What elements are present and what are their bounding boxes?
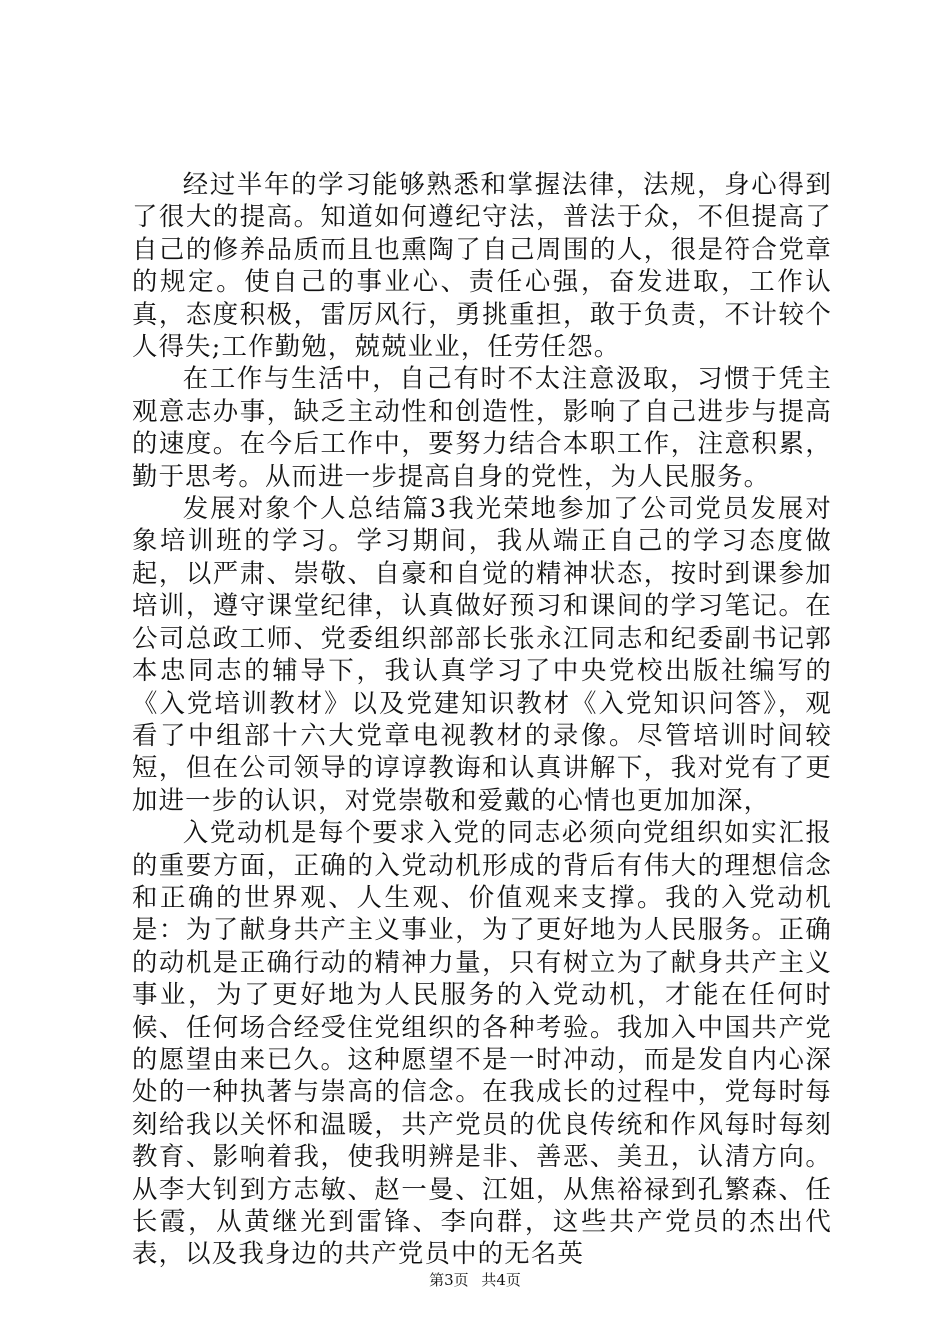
paragraph-3: 发展对象个人总结篇3我光荣地参加了公司党员发展对象培训班的学习。学习期间，我从端正自己的学习态度做起，以严肃、崇敬、自豪和自觉的精神状态，按时到课参加培训，遵守课堂纪律，认真做好预习和课间的学习笔记。在公司总政工师、党委组织部部长张永江同志和纪委副书记郭本忠同志的辅导下，我认真学习了中央党校出版社编写的《入党培训教材》以及党建知识教材《入党知识问答》，观看了中组部十六大党章电视教材的录像。尽管培训时间较短，但在公司领导的谆谆教诲和认真讲解下，我对党有了更加进一步的认识，对党崇敬和爱戴的心情也更加加深， [132,493,832,815]
document-body [132,168,832,1270]
paragraph-2: 在工作与生活中，自己有时不太注意汲取，习惯于凭主观意志办事，缺乏主动性和创造性，影响了自己进步与提高的速度。在今后工作中，要努力结合本职工作，注意积累，勤于思考。从而进一步提高自身的党性，为人民服务。 [132,363,832,491]
paragraph-1: 经过半年的学习能够熟悉和掌握法律，法规，身心得到了很大的提高。知道如何遵纪守法，普法于众，不但提高了自己的修养品质而且也熏陶了自己周围的人，很是符合党章的规定。使自己的事业心、责任心强，奋发进取，工作认真，态度积极，雷厉风行，勇挑重担，敢于负责，不计较个人得失;工作勤勉，兢兢业业，任劳任怨。 [132,169,832,362]
page-number: 第3页 [429,1271,469,1289]
paragraph-4: 入党动机是每个要求入党的同志必须向党组织如实汇报的重要方面，正确的入党动机形成的背后有伟大的理想信念和正确的世界观、人生观、价值观来支撑。我的入党动机是：为了献身共产主义事业，为了更好地为人民服务。正确的动机是正确行动的精神力量，只有树立为了献身共产主义事业，为了更好地为人民服务的入党动机，才能在任何时候、任何场合经受住党组织的各种考验。我加入中国共产党的愿望由来已久。这种愿望不是一时冲动，而是发自内心深处的一种执著与崇高的信念。在我成长的过程中，党每时每刻给我以关怀和温暖，共产党员的优良传统和作风每时每刻教育、影响着我，使我明辨是非、善恶、美丑，认清方向。从李大钊到方志敏、赵一曼、江姐，从焦裕禄到孔繁森、任长霞，从黄继光到雷锋、李向群，这些共产党员的杰出代表，以及我身边的共产党员中的无名英 [132,817,832,1269]
page-footer [0,1270,950,1290]
page-total: 共4页 [481,1271,521,1289]
